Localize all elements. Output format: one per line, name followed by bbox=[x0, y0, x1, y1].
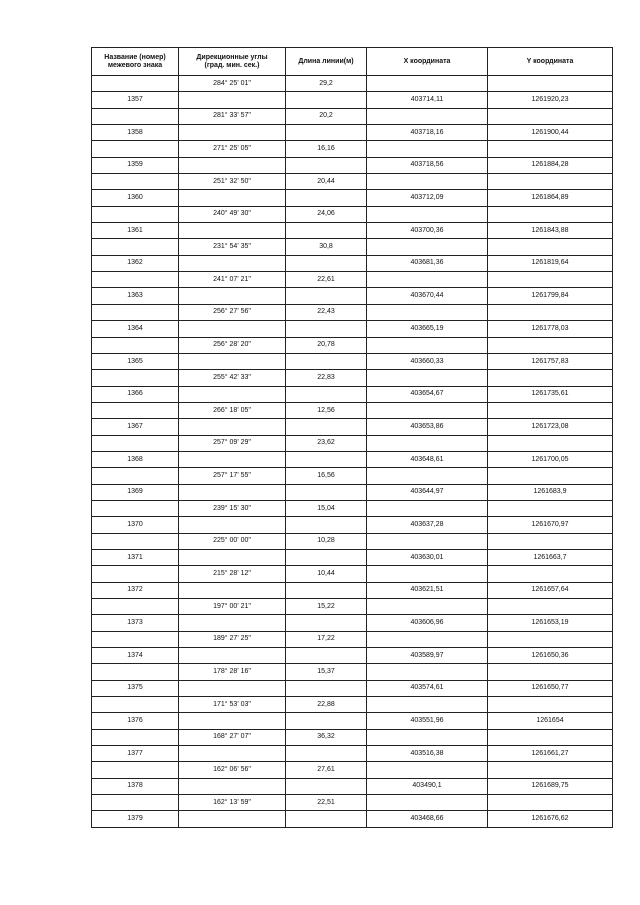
empty-cell bbox=[92, 762, 179, 778]
empty-cell bbox=[92, 337, 179, 353]
header-mark-name: Название (номер) межевого знака bbox=[92, 48, 179, 76]
header-row bbox=[92, 48, 613, 76]
point-row bbox=[92, 125, 613, 141]
empty-cell bbox=[488, 76, 613, 92]
direction-angle-cell: 178° 28' 16" bbox=[179, 664, 286, 680]
segment-row bbox=[92, 435, 613, 451]
empty-cell bbox=[92, 533, 179, 549]
empty-cell bbox=[179, 386, 286, 402]
point-row bbox=[92, 648, 613, 664]
direction-angle-cell: 257° 17' 55" bbox=[179, 468, 286, 484]
x-coordinate-cell: 403712,09 bbox=[367, 190, 488, 206]
empty-cell bbox=[286, 713, 367, 729]
empty-cell bbox=[92, 468, 179, 484]
empty-cell bbox=[488, 239, 613, 255]
mark-name-cell: 1374 bbox=[92, 648, 179, 664]
empty-cell bbox=[179, 549, 286, 565]
line-length-cell: 22,88 bbox=[286, 697, 367, 713]
y-coordinate-cell: 1261661,27 bbox=[488, 746, 613, 762]
line-length-cell: 20,2 bbox=[286, 108, 367, 124]
line-length-cell: 10,28 bbox=[286, 533, 367, 549]
x-coordinate-cell: 403660,33 bbox=[367, 353, 488, 369]
empty-cell bbox=[286, 190, 367, 206]
empty-cell bbox=[367, 631, 488, 647]
empty-cell bbox=[286, 353, 367, 369]
mark-name-cell: 1372 bbox=[92, 582, 179, 598]
mark-name-cell: 1364 bbox=[92, 321, 179, 337]
x-coordinate-cell: 403490,1 bbox=[367, 778, 488, 794]
line-length-cell: 17,22 bbox=[286, 631, 367, 647]
empty-cell bbox=[286, 517, 367, 533]
x-coordinate-cell: 403653,86 bbox=[367, 419, 488, 435]
y-coordinate-cell: 1261657,64 bbox=[488, 582, 613, 598]
segment-row bbox=[92, 174, 613, 190]
empty-cell bbox=[179, 811, 286, 827]
empty-cell bbox=[179, 582, 286, 598]
empty-cell bbox=[286, 92, 367, 108]
mark-name-cell: 1358 bbox=[92, 125, 179, 141]
mark-name-cell: 1378 bbox=[92, 778, 179, 794]
header-direction-angle: Дирекционные углы (град. мин. сек.) bbox=[179, 48, 286, 76]
empty-cell bbox=[286, 386, 367, 402]
table-header bbox=[92, 48, 613, 76]
empty-cell bbox=[488, 108, 613, 124]
mark-name-cell: 1370 bbox=[92, 517, 179, 533]
line-length-cell: 16,16 bbox=[286, 141, 367, 157]
x-coordinate-cell: 403630,01 bbox=[367, 549, 488, 565]
empty-cell bbox=[367, 599, 488, 615]
empty-cell bbox=[286, 811, 367, 827]
line-length-cell: 36,32 bbox=[286, 729, 367, 745]
segment-row bbox=[92, 272, 613, 288]
segment-row bbox=[92, 76, 613, 92]
y-coordinate-cell: 1261900,44 bbox=[488, 125, 613, 141]
empty-cell bbox=[286, 223, 367, 239]
line-length-cell: 22,83 bbox=[286, 370, 367, 386]
empty-cell bbox=[488, 468, 613, 484]
point-row bbox=[92, 615, 613, 631]
empty-cell bbox=[286, 549, 367, 565]
y-coordinate-cell: 1261778,03 bbox=[488, 321, 613, 337]
empty-cell bbox=[367, 500, 488, 516]
line-length-cell: 20,44 bbox=[286, 174, 367, 190]
empty-cell bbox=[488, 402, 613, 418]
segment-row bbox=[92, 500, 613, 516]
empty-cell bbox=[488, 533, 613, 549]
empty-cell bbox=[367, 174, 488, 190]
empty-cell bbox=[286, 125, 367, 141]
point-row bbox=[92, 157, 613, 173]
empty-cell bbox=[179, 648, 286, 664]
empty-cell bbox=[179, 451, 286, 467]
empty-cell bbox=[179, 353, 286, 369]
empty-cell bbox=[488, 599, 613, 615]
point-row bbox=[92, 353, 613, 369]
empty-cell bbox=[367, 762, 488, 778]
header-x-coordinate: X координата bbox=[367, 48, 488, 76]
point-row bbox=[92, 92, 613, 108]
x-coordinate-cell: 403681,36 bbox=[367, 255, 488, 271]
y-coordinate-cell: 1261757,83 bbox=[488, 353, 613, 369]
empty-cell bbox=[179, 746, 286, 762]
mark-name-cell: 1369 bbox=[92, 484, 179, 500]
empty-cell bbox=[286, 419, 367, 435]
empty-cell bbox=[367, 76, 488, 92]
y-coordinate-cell: 1261843,88 bbox=[488, 223, 613, 239]
y-coordinate-cell: 1261884,28 bbox=[488, 157, 613, 173]
empty-cell bbox=[367, 729, 488, 745]
x-coordinate-cell: 403654,67 bbox=[367, 386, 488, 402]
empty-cell bbox=[286, 582, 367, 598]
document-page bbox=[91, 47, 612, 828]
point-row bbox=[92, 713, 613, 729]
mark-name-cell: 1376 bbox=[92, 713, 179, 729]
line-length-cell: 24,06 bbox=[286, 206, 367, 222]
empty-cell bbox=[92, 566, 179, 582]
y-coordinate-cell: 1261650,77 bbox=[488, 680, 613, 696]
x-coordinate-cell: 403468,66 bbox=[367, 811, 488, 827]
mark-name-cell: 1379 bbox=[92, 811, 179, 827]
point-row bbox=[92, 190, 613, 206]
segment-row bbox=[92, 206, 613, 222]
line-length-cell: 15,04 bbox=[286, 500, 367, 516]
y-coordinate-cell: 1261676,62 bbox=[488, 811, 613, 827]
empty-cell bbox=[488, 370, 613, 386]
x-coordinate-cell: 403714,11 bbox=[367, 92, 488, 108]
empty-cell bbox=[367, 664, 488, 680]
mark-name-cell: 1360 bbox=[92, 190, 179, 206]
direction-angle-cell: 189° 27' 25" bbox=[179, 631, 286, 647]
mark-name-cell: 1362 bbox=[92, 255, 179, 271]
y-coordinate-cell: 1261864,89 bbox=[488, 190, 613, 206]
empty-cell bbox=[488, 337, 613, 353]
x-coordinate-cell: 403644,97 bbox=[367, 484, 488, 500]
mark-name-cell: 1359 bbox=[92, 157, 179, 173]
direction-angle-cell: 251° 32' 50" bbox=[179, 174, 286, 190]
empty-cell bbox=[367, 108, 488, 124]
empty-cell bbox=[179, 157, 286, 173]
x-coordinate-cell: 403665,19 bbox=[367, 321, 488, 337]
point-row bbox=[92, 386, 613, 402]
empty-cell bbox=[92, 206, 179, 222]
line-length-cell: 22,51 bbox=[286, 795, 367, 811]
empty-cell bbox=[179, 92, 286, 108]
empty-cell bbox=[179, 484, 286, 500]
segment-row bbox=[92, 729, 613, 745]
y-coordinate-cell: 1261650,36 bbox=[488, 648, 613, 664]
empty-cell bbox=[286, 648, 367, 664]
empty-cell bbox=[367, 468, 488, 484]
point-row bbox=[92, 255, 613, 271]
y-coordinate-cell: 1261819,64 bbox=[488, 255, 613, 271]
empty-cell bbox=[367, 141, 488, 157]
direction-angle-cell: 197° 00' 21" bbox=[179, 599, 286, 615]
segment-row bbox=[92, 141, 613, 157]
line-length-cell: 15,22 bbox=[286, 599, 367, 615]
mark-name-cell: 1366 bbox=[92, 386, 179, 402]
empty-cell bbox=[488, 174, 613, 190]
empty-cell bbox=[92, 141, 179, 157]
empty-cell bbox=[488, 141, 613, 157]
direction-angle-cell: 256° 27' 56" bbox=[179, 304, 286, 320]
segment-row bbox=[92, 664, 613, 680]
x-coordinate-cell: 403606,96 bbox=[367, 615, 488, 631]
empty-cell bbox=[488, 566, 613, 582]
empty-cell bbox=[179, 288, 286, 304]
empty-cell bbox=[286, 288, 367, 304]
point-row bbox=[92, 484, 613, 500]
point-row bbox=[92, 680, 613, 696]
segment-row bbox=[92, 795, 613, 811]
empty-cell bbox=[92, 729, 179, 745]
segment-row bbox=[92, 533, 613, 549]
line-length-cell: 23,62 bbox=[286, 435, 367, 451]
y-coordinate-cell: 1261799,84 bbox=[488, 288, 613, 304]
direction-angle-cell: 241° 07' 21" bbox=[179, 272, 286, 288]
segment-row bbox=[92, 239, 613, 255]
empty-cell bbox=[286, 255, 367, 271]
empty-cell bbox=[92, 272, 179, 288]
mark-name-cell: 1375 bbox=[92, 680, 179, 696]
point-row bbox=[92, 549, 613, 565]
direction-angle-cell: 271° 25' 05" bbox=[179, 141, 286, 157]
empty-cell bbox=[92, 599, 179, 615]
direction-angle-cell: 255° 42' 33" bbox=[179, 370, 286, 386]
empty-cell bbox=[286, 615, 367, 631]
y-coordinate-cell: 1261723,08 bbox=[488, 419, 613, 435]
point-row bbox=[92, 321, 613, 337]
empty-cell bbox=[286, 321, 367, 337]
empty-cell bbox=[179, 680, 286, 696]
empty-cell bbox=[92, 795, 179, 811]
segment-row bbox=[92, 304, 613, 320]
x-coordinate-cell: 403718,56 bbox=[367, 157, 488, 173]
segment-row bbox=[92, 599, 613, 615]
boundary-marks-table bbox=[91, 47, 613, 828]
mark-name-cell: 1363 bbox=[92, 288, 179, 304]
empty-cell bbox=[488, 762, 613, 778]
y-coordinate-cell: 1261689,75 bbox=[488, 778, 613, 794]
x-coordinate-cell: 403516,38 bbox=[367, 746, 488, 762]
segment-row bbox=[92, 370, 613, 386]
empty-cell bbox=[367, 272, 488, 288]
y-coordinate-cell: 1261920,23 bbox=[488, 92, 613, 108]
segment-row bbox=[92, 697, 613, 713]
segment-row bbox=[92, 402, 613, 418]
direction-angle-cell: 256° 28' 20" bbox=[179, 337, 286, 353]
direction-angle-cell: 225° 00' 00" bbox=[179, 533, 286, 549]
empty-cell bbox=[286, 484, 367, 500]
segment-row bbox=[92, 337, 613, 353]
x-coordinate-cell: 403637,28 bbox=[367, 517, 488, 533]
empty-cell bbox=[92, 76, 179, 92]
empty-cell bbox=[488, 435, 613, 451]
segment-row bbox=[92, 468, 613, 484]
point-row bbox=[92, 746, 613, 762]
table-body bbox=[92, 76, 613, 828]
direction-angle-cell: 231° 54' 35" bbox=[179, 239, 286, 255]
empty-cell bbox=[92, 664, 179, 680]
empty-cell bbox=[179, 778, 286, 794]
x-coordinate-cell: 403574,61 bbox=[367, 680, 488, 696]
mark-name-cell: 1357 bbox=[92, 92, 179, 108]
line-length-cell: 22,61 bbox=[286, 272, 367, 288]
empty-cell bbox=[179, 713, 286, 729]
point-row bbox=[92, 811, 613, 827]
line-length-cell: 10,44 bbox=[286, 566, 367, 582]
direction-angle-cell: 266° 18' 05" bbox=[179, 402, 286, 418]
empty-cell bbox=[367, 402, 488, 418]
empty-cell bbox=[488, 500, 613, 516]
empty-cell bbox=[286, 451, 367, 467]
line-length-cell: 12,56 bbox=[286, 402, 367, 418]
line-length-cell: 20,78 bbox=[286, 337, 367, 353]
empty-cell bbox=[179, 255, 286, 271]
x-coordinate-cell: 403700,36 bbox=[367, 223, 488, 239]
y-coordinate-cell: 1261663,7 bbox=[488, 549, 613, 565]
empty-cell bbox=[179, 321, 286, 337]
direction-angle-cell: 171° 53' 03" bbox=[179, 697, 286, 713]
x-coordinate-cell: 403551,96 bbox=[367, 713, 488, 729]
x-coordinate-cell: 403589,97 bbox=[367, 648, 488, 664]
mark-name-cell: 1373 bbox=[92, 615, 179, 631]
direction-angle-cell: 284° 25' 01" bbox=[179, 76, 286, 92]
empty-cell bbox=[92, 108, 179, 124]
point-row bbox=[92, 288, 613, 304]
empty-cell bbox=[367, 533, 488, 549]
empty-cell bbox=[488, 304, 613, 320]
empty-cell bbox=[488, 631, 613, 647]
empty-cell bbox=[488, 206, 613, 222]
empty-cell bbox=[286, 778, 367, 794]
y-coordinate-cell: 1261653,19 bbox=[488, 615, 613, 631]
empty-cell bbox=[367, 435, 488, 451]
empty-cell bbox=[179, 517, 286, 533]
segment-row bbox=[92, 631, 613, 647]
empty-cell bbox=[179, 223, 286, 239]
line-length-cell: 22,43 bbox=[286, 304, 367, 320]
empty-cell bbox=[92, 370, 179, 386]
mark-name-cell: 1365 bbox=[92, 353, 179, 369]
point-row bbox=[92, 517, 613, 533]
direction-angle-cell: 162° 13' 59" bbox=[179, 795, 286, 811]
empty-cell bbox=[92, 239, 179, 255]
empty-cell bbox=[179, 419, 286, 435]
empty-cell bbox=[367, 206, 488, 222]
header-y-coordinate: Y координата bbox=[488, 48, 613, 76]
x-coordinate-cell: 403718,16 bbox=[367, 125, 488, 141]
line-length-cell: 15,37 bbox=[286, 664, 367, 680]
x-coordinate-cell: 403648,61 bbox=[367, 451, 488, 467]
point-row bbox=[92, 582, 613, 598]
x-coordinate-cell: 403621,51 bbox=[367, 582, 488, 598]
empty-cell bbox=[286, 157, 367, 173]
empty-cell bbox=[488, 664, 613, 680]
line-length-cell: 27,61 bbox=[286, 762, 367, 778]
empty-cell bbox=[488, 272, 613, 288]
empty-cell bbox=[367, 795, 488, 811]
direction-angle-cell: 240° 49' 30" bbox=[179, 206, 286, 222]
direction-angle-cell: 162° 06' 56" bbox=[179, 762, 286, 778]
empty-cell bbox=[286, 680, 367, 696]
empty-cell bbox=[367, 566, 488, 582]
empty-cell bbox=[286, 746, 367, 762]
empty-cell bbox=[367, 239, 488, 255]
mark-name-cell: 1371 bbox=[92, 549, 179, 565]
mark-name-cell: 1361 bbox=[92, 223, 179, 239]
empty-cell bbox=[92, 500, 179, 516]
segment-row bbox=[92, 566, 613, 582]
empty-cell bbox=[179, 190, 286, 206]
empty-cell bbox=[488, 795, 613, 811]
line-length-cell: 16,56 bbox=[286, 468, 367, 484]
segment-row bbox=[92, 762, 613, 778]
y-coordinate-cell: 1261683,9 bbox=[488, 484, 613, 500]
empty-cell bbox=[92, 697, 179, 713]
empty-cell bbox=[92, 304, 179, 320]
empty-cell bbox=[179, 615, 286, 631]
mark-name-cell: 1368 bbox=[92, 451, 179, 467]
empty-cell bbox=[488, 697, 613, 713]
x-coordinate-cell: 403670,44 bbox=[367, 288, 488, 304]
empty-cell bbox=[92, 402, 179, 418]
direction-angle-cell: 257° 09' 29" bbox=[179, 435, 286, 451]
point-row bbox=[92, 451, 613, 467]
direction-angle-cell: 239° 15' 30" bbox=[179, 500, 286, 516]
empty-cell bbox=[367, 370, 488, 386]
empty-cell bbox=[92, 435, 179, 451]
direction-angle-cell: 215° 28' 12" bbox=[179, 566, 286, 582]
y-coordinate-cell: 1261700,05 bbox=[488, 451, 613, 467]
empty-cell bbox=[367, 697, 488, 713]
direction-angle-cell: 168° 27' 07" bbox=[179, 729, 286, 745]
segment-row bbox=[92, 108, 613, 124]
empty-cell bbox=[367, 304, 488, 320]
point-row bbox=[92, 419, 613, 435]
header-line-length: Длина линии(м) bbox=[286, 48, 367, 76]
y-coordinate-cell: 1261654 bbox=[488, 713, 613, 729]
empty-cell bbox=[92, 631, 179, 647]
empty-cell bbox=[367, 337, 488, 353]
line-length-cell: 29,2 bbox=[286, 76, 367, 92]
y-coordinate-cell: 1261670,97 bbox=[488, 517, 613, 533]
empty-cell bbox=[179, 125, 286, 141]
empty-cell bbox=[488, 729, 613, 745]
direction-angle-cell: 281° 33' 57" bbox=[179, 108, 286, 124]
point-row bbox=[92, 223, 613, 239]
mark-name-cell: 1367 bbox=[92, 419, 179, 435]
empty-cell bbox=[92, 174, 179, 190]
line-length-cell: 30,8 bbox=[286, 239, 367, 255]
mark-name-cell: 1377 bbox=[92, 746, 179, 762]
point-row bbox=[92, 778, 613, 794]
y-coordinate-cell: 1261735,61 bbox=[488, 386, 613, 402]
